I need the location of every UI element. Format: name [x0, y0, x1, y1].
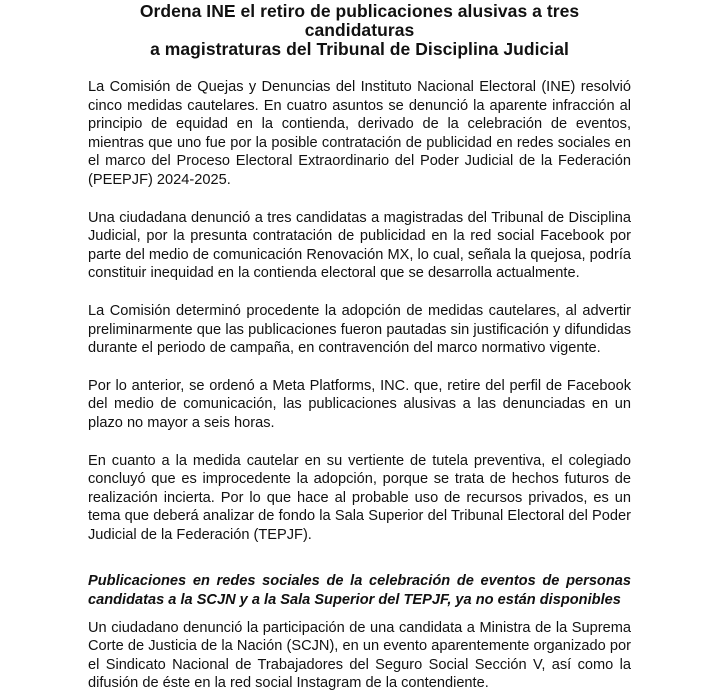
paragraph-6: Un ciudadano denunció la participación de una candidata a Ministra de la Suprema Corte de Justicia de la Nación (SCJN), en un evento aparentemente organizado por el Sindicato Nacional de Trabajadores del Seguro Social Sección V, así como la difusión de éste en la red social Instagram de la contendiente. — [88, 619, 631, 692]
paragraph-4: Por lo anterior, se ordenó a Meta Platforms, INC. que, retire del perfil de Facebook del medio de comunicación, las publicaciones alusivas a las denunciadas en un plazo no mayor a seis horas. — [88, 377, 631, 431]
paragraph-5: En cuanto a la medida cautelar en su vertiente de tutela preventiva, el colegiado concluyó que es improcedente la adopción, porque se trata de hechos futuros de realización incierta. Por lo que hace al probable uso de recursos privados, es un tema que deberá analizar de fondo la Sala Superior del Tribunal Electoral del Poder Judicial de la Federación (TEPJF). — [88, 452, 631, 543]
title-line-2: a magistraturas del Tribunal de Disciplina Judicial — [150, 39, 569, 59]
paragraph-2: Una ciudadana denunció a tres candidatas a magistradas del Tribunal de Disciplina Judicial, por la presunta contratación de publicidad en la red social Facebook por parte del medio de comunicación Renovación MX, lo cual, señala la quejosa, podría constituir inequidad en la contienda electoral que se desarrolla actualmente. — [88, 209, 631, 282]
paragraph-1: La Comisión de Quejas y Denuncias del Instituto Nacional Electoral (INE) resolvió cinco medidas cautelares. En cuatro asuntos se denunció la aparente infracción al principio de equidad en la contienda, derivado de la celebración de eventos, mientras que uno fue por la posible contratación de publicidad en redes sociales en el marco del Proceso Electoral Extraordinario del Poder Judicial de la Federación (PEEPJF) 2024-2025. — [88, 79, 631, 188]
section-subtitle: Publicaciones en redes sociales de la celebración de eventos de personas candidatas a la SCJN y a la Sala Superior del TEPJF, ya no están disponibles — [88, 573, 631, 609]
title-line-1: Ordena INE el retiro de publicaciones alusivas a tres candidaturas — [139, 1, 580, 40]
paragraph-3: La Comisión determinó procedente la adopción de medidas cautelares, al advertir preliminarmente que las publicaciones fueron pautadas sin justificación y difundidas durante el periodo de campaña, en contravención del marco normativo vigente. — [88, 302, 631, 357]
page-title — [88, 2, 631, 59]
press-release — [88, 2, 631, 693]
